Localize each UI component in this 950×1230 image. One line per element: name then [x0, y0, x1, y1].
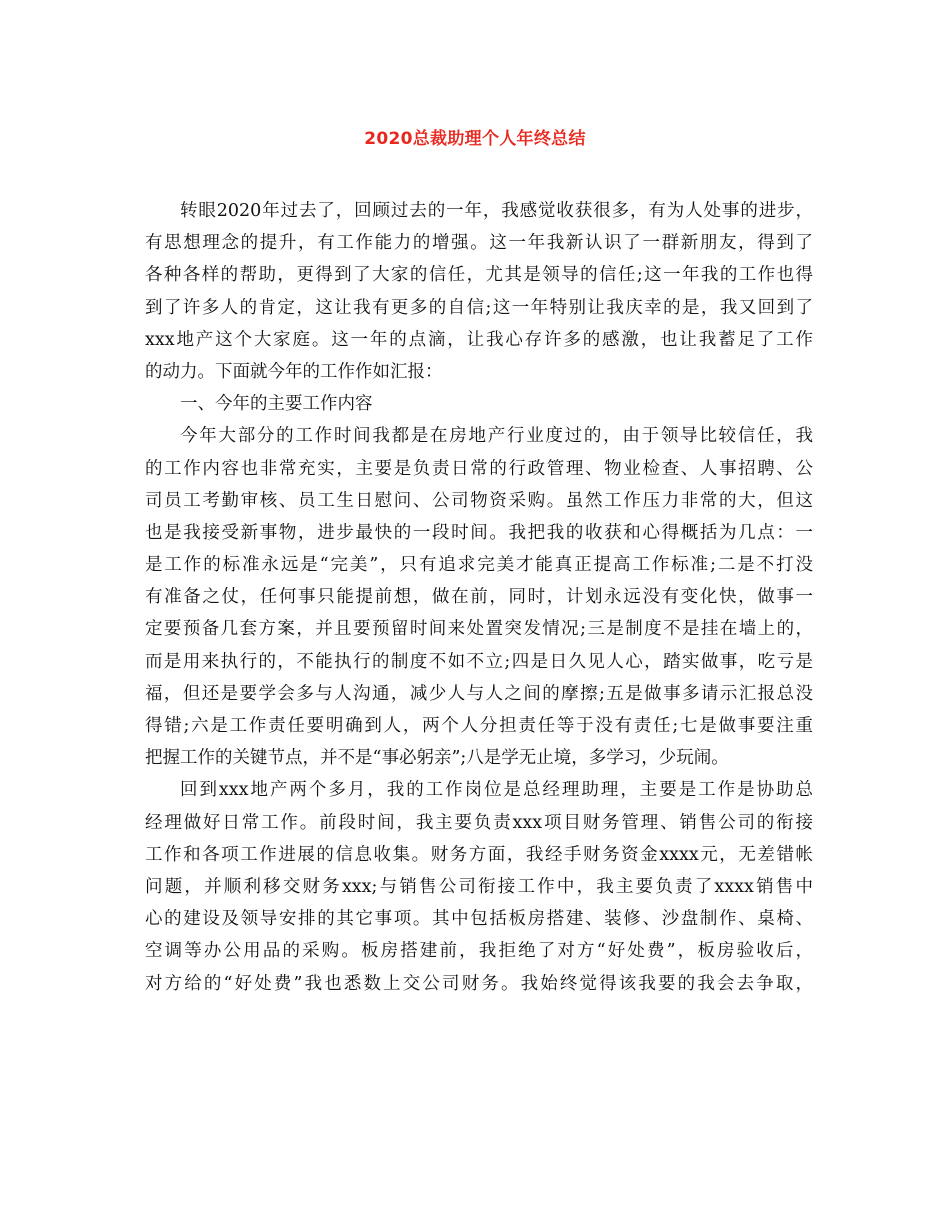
text-line: 的动力。下面就今年的工作作如汇报：	[145, 361, 443, 382]
text-line: 是工作的标准永远是“完美”，只有追求完美才能真正提高工作标准;二是不打没	[145, 555, 813, 576]
text-line: 有准备之仗，任何事只能提前想，做在前，同时，计划永远没有变化快，做事一	[145, 587, 813, 608]
text-line: 把握工作的关键节点，并不是“事必躬亲”;八是学无止境，多学习，少玩闹。	[145, 748, 729, 769]
text-line: 各种各样的帮助，更得到了大家的信任，尤其是领导的信任;这一年我的工作也得	[145, 265, 813, 286]
text-line: 问题，并顺利移交财务xxx;与销售公司衔接工作中，我主要负责了xxxx销售中	[145, 876, 813, 897]
text-line: xxx地产这个大家庭。这一年的点滴，让我心存许多的感激，也让我蓄足了工作	[145, 329, 813, 350]
text-line: 司员工考勤审核、员工生日慰问、公司物资采购。虽然工作压力非常的大，但这	[145, 490, 813, 511]
text-line: 工作和各项工作进展的信息收集。财务方面，我经手财务资金xxxx元，无差错帐	[145, 844, 813, 865]
text-line: 得错;六是工作责任要明确到人，两个人分担责任等于没有责任;七是做事要注重	[145, 716, 813, 736]
text-line: 定要预备几套方案，并且要预留时间来处置突发情况;三是制度不是挂在墙上的，	[145, 619, 813, 640]
document-body	[145, 195, 813, 1000]
text-line: 对方给的“好处费”我也悉数上交公司财务。我始终觉得该我要的我会去争取，	[145, 973, 813, 994]
text-line: 经理做好日常工作。前段时间，我主要负责xxx项目财务管理、销售公司的衔接	[145, 812, 813, 833]
text-line: 一、今年的主要工作内容	[180, 394, 373, 415]
document-title: 2020总裁助理个人年终总结	[364, 129, 586, 149]
text-line: 有思想理念的提升，有工作能力的增强。这一年我新认识了一群新朋友，得到了	[145, 233, 813, 254]
text-line: 转眼2020年过去了，回顾过去的一年，我感觉收获很多，有为人处事的进步，	[180, 201, 813, 221]
text-line: 福，但还是要学会多与人沟通，减少人与人之间的摩擦;五是做事多请示汇报总没	[145, 683, 813, 704]
text-line: 也是我接受新事物，进步最快的一段时间。我把我的收获和心得概括为几点：一	[145, 522, 813, 543]
text-line: 回到xxx地产两个多月，我的工作岗位是总经理助理，主要是工作是协助总	[180, 780, 813, 801]
text-line: 心的建设及领导安排的其它事项。其中包括板房搭建、装修、沙盘制作、桌椅、	[145, 909, 813, 930]
text-line: 今年大部分的工作时间我都是在房地产行业度过的，由于领导比较信任，我	[180, 426, 813, 447]
text-line: 而是用来执行的，不能执行的制度不如不立;四是日久见人心，踏实做事，吃亏是	[145, 651, 813, 672]
text-line: 空调等办公用品的采购。板房搭建前，我拒绝了对方“好处费”，板房验收后，	[145, 941, 813, 962]
text-line: 到了许多人的肯定，这让我有更多的自信;这一年特别让我庆幸的是，我又回到了	[145, 297, 813, 318]
text-line: 的工作内容也非常充实，主要是负责日常的行政管理、物业检查、人事招聘、公	[145, 458, 813, 479]
